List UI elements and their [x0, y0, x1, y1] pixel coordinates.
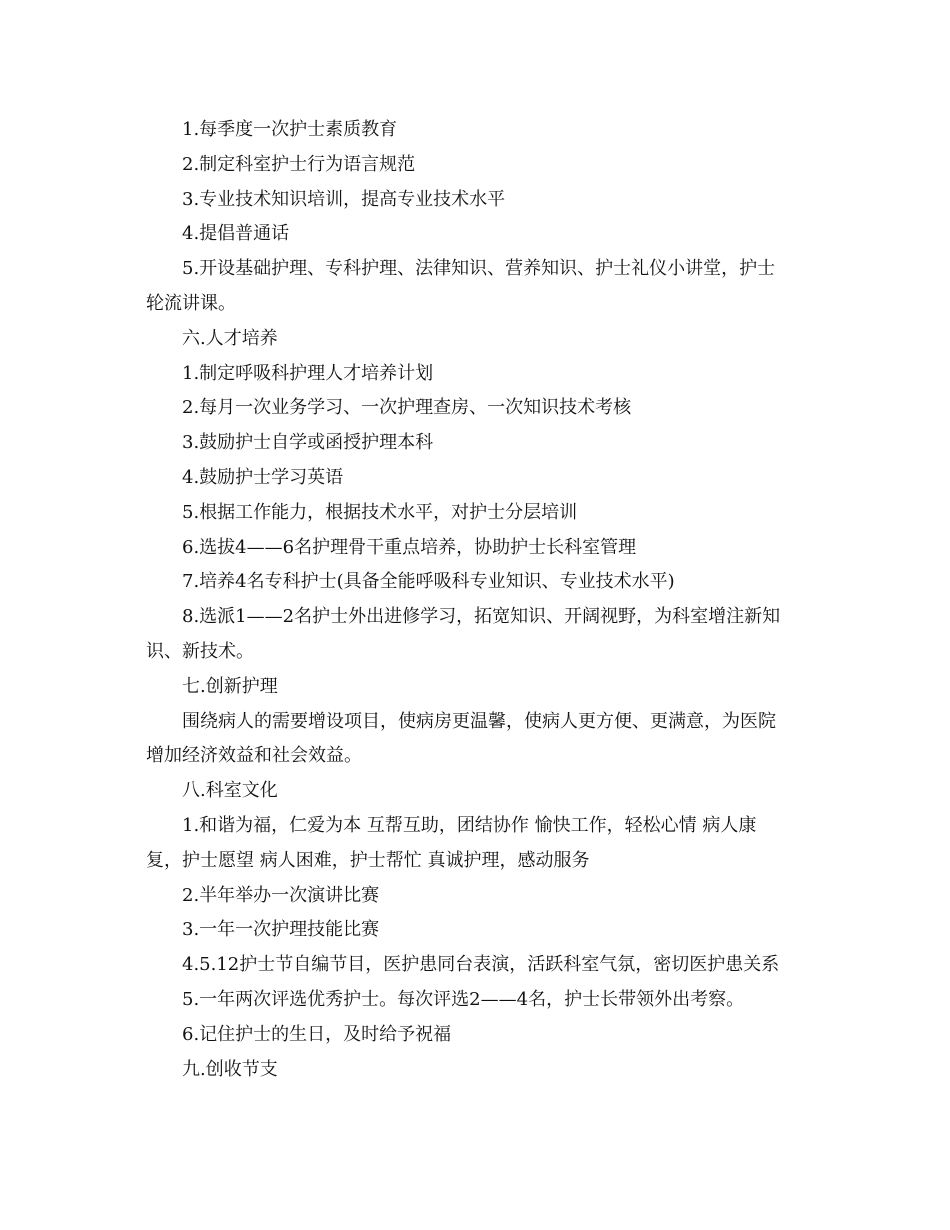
list-item: 2.每月一次业务学习、一次护理查房、一次知识技术考核 — [182, 397, 632, 419]
list-item: 3.鼓励护士自学或函授护理本科 — [182, 432, 434, 454]
section-heading: 九.创收节支 — [182, 1058, 278, 1080]
list-item: 3.专业技术知识培训，提高专业技术水平 — [182, 188, 506, 210]
list-item: 1.制定呼吸科护理人才培养计划 — [182, 362, 434, 384]
list-item: 1.和谐为福，仁爱为本 互帮互助，团结协作 愉快工作，轻松心情 病人康 — [182, 814, 757, 836]
section-heading: 六.人才培养 — [182, 327, 278, 349]
list-item: 5.根据工作能力，根据技术水平，对护士分层培训 — [182, 501, 578, 523]
list-item: 3.一年一次护理技能比赛 — [182, 919, 380, 941]
list-item: 4.5.12护士节自编节目，医护患同台表演，活跃科室气氛，密切医护患关系 — [182, 954, 780, 976]
list-item: 6.选拔4——6名护理骨干重点培养，协助护士长科室管理 — [182, 536, 637, 558]
list-item: 4.鼓励护士学习英语 — [182, 466, 344, 488]
document-body — [146, 113, 811, 1087]
paragraph-line: 围绕病人的需要增设项目，使病房更温馨，使病人更方便、更满意，为医院 — [182, 710, 776, 732]
list-item: 2.制定科室护士行为语言规范 — [182, 153, 416, 175]
list-item: 4.提倡普通话 — [182, 223, 290, 245]
list-item-continuation: 复，护士愿望 病人困难，护士帮忙 真诚护理，感动服务 — [146, 849, 590, 871]
list-item: 2.半年举办一次演讲比赛 — [182, 884, 380, 906]
list-item: 1.每季度一次护士素质教育 — [182, 119, 398, 140]
paragraph-continuation: 增加经济效益和社会效益。 — [146, 745, 362, 767]
list-item: 7.培养4名专科护士(具备全能呼吸科专业知识、专业技术水平) — [182, 571, 675, 593]
list-item: 6.记住护士的生日，及时给予祝福 — [182, 1023, 452, 1045]
list-item: 8.选派1——2名护士外出进修学习，拓宽知识、开阔视野，为科室增注新知 — [182, 606, 781, 628]
section-heading: 八.科室文化 — [182, 780, 278, 802]
section-heading: 七.创新护理 — [182, 675, 278, 697]
list-item: 5.一年两次评选优秀护士。每次评选2——4名，护士长带领外出考察。 — [182, 988, 745, 1010]
list-item-continuation: 识、新技术。 — [146, 640, 254, 662]
list-item: 5.开设基础护理、专科护理、法律知识、营养知识、护士礼仪小讲堂，护士 — [182, 258, 776, 280]
list-item-continuation: 轮流讲课。 — [146, 292, 236, 314]
